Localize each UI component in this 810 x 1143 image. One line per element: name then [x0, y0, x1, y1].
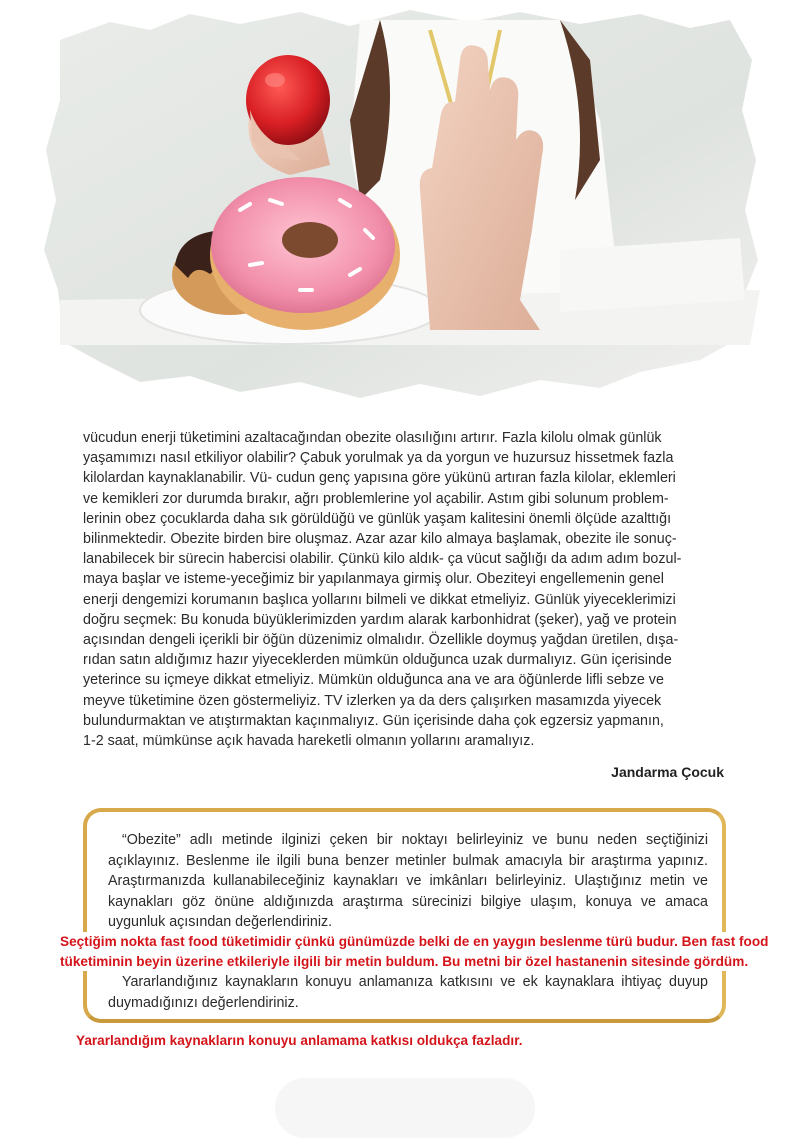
article-line: yaşamımızı nasıl etkiliyor olabilir? Çabuk yorulmak ya da yorgun ve huzursuz hissetmek fazla: [83, 450, 674, 467]
article-line: yeterince su içmeye dikkat etmeliyiz. Mümkün olduğunca ana ve ara öğünlerde lifli sebze ve: [83, 672, 664, 689]
article-line: bilinmektedir. Obezite birden bire oluşmaz. Azar azar kilo almaya başlamak, obezite ile sonuç-: [83, 531, 677, 548]
article-line: doğru seçmek: Bu konuda büyüklerimizden yardım alarak karbonhidrat (şeker), yağ ve protein: [83, 611, 677, 628]
article-line: 1-2 saat, mümkünse açık havada hareketli olmanın yollarını aramalıyız.: [83, 733, 535, 750]
article-source: Jandarma Çocuk: [611, 764, 724, 780]
article-line: lanabilecek bir sürecin habercisi olabilir. Çünkü kilo aldık- ça vücut sağlığı da adım adım bozul-: [83, 551, 682, 568]
article-line: rıdan satın aldığımız hazır yiyeceklerden mümkün olduğunca uzak durmalıyız. Gün içerisinde: [83, 652, 672, 669]
answer-1-line-1: Seçtiğim nokta fast food tüketimidir çünkü günümüzde belki de en yaygın beslenme türü budur. Ben fast food: [60, 934, 769, 949]
article-line: lerinin obez çocuklarda daha sık görüldüğü ve günlük yaşam kalitesini önemli ölçüde azalttığı: [83, 510, 672, 527]
article-line: bulundurmaktan ve atıştırmaktan kaçınmalıyız. Gün içerisinde daha çok egzersiz yapmanın,: [83, 712, 664, 729]
answer-1-line-2: tüketiminin beyin üzerine etkileriyle ilgili bir metin buldum. Bu metni bir özel hastanenin sitesinde gördüm.: [60, 953, 749, 969]
article-line: maya başlar ve isteme-yeceğimiz bir yapılanmaya girmiş olur. Obeziteyi engellemenin genel: [83, 571, 664, 588]
donut-refusal-illustration: [0, 0, 810, 420]
student-answer-1: [60, 932, 795, 971]
article-line: ve kemikleri zor durumda bırakır, ağrı problemlerine yol açabilir. Astım gibi solunum problem-: [83, 490, 669, 507]
student-answer-2: Yararlandığım kaynakların konuyu anlamama katkısı oldukça fazladır.: [76, 1033, 523, 1048]
article-line: kilolardan kaynaklanabilir. Vü- cudun genç yapısına göre yükünü artıran fazla kilolar, eklemleri: [83, 470, 676, 487]
page-watermark: [275, 1078, 535, 1138]
activity-question-1: “Obezite” adlı metinde ilginizi çeken bir noktayı belirleyiniz ve bunu neden seçtiğinizi açıklayınız. Beslenme ile ilgili buna benzer metinler bulmak amacıyla bir araştırma yapınız. Araştırmanızda kullanabileceğiniz kaynakları ve imkânları belirleyiniz. Ulaştığınız metin ve kaynakları göz önüne aldığınızda araştırma sürecinizi bilgiye ulaşım, konuya ve amaca uygunluk açısından değerlendiriniz.: [108, 832, 708, 931]
article-line: meyve tüketimine özen göstermeliyiz. TV izlerken ya da ders çalışırken masamızda yiyecek: [83, 692, 662, 709]
header-photo: [0, 0, 810, 420]
article-line: açısından dengeli içerikli bir öğün düzenimiz olmalıdır. Özellikle doymuş yağdan üretilen, dışa-: [83, 632, 679, 649]
article-body: [83, 428, 728, 751]
activity-question-2: Yararlandığınız kaynakların konuyu anlamanıza katkısını ve ek kaynaklara ihtiyaç duyup duymadığınızı değerlendiriniz.: [108, 974, 708, 1011]
article-line: enerji dengemizi korumanın başlıca yollarını bilmeli ve dikkat etmeliyiz. Günlük yiyeceklerimizi: [83, 591, 676, 608]
article-line: vücudun enerji tüketimini azaltacağından obezite olasılığını artırır. Fazla kilolu olmak günlük: [83, 430, 662, 446]
